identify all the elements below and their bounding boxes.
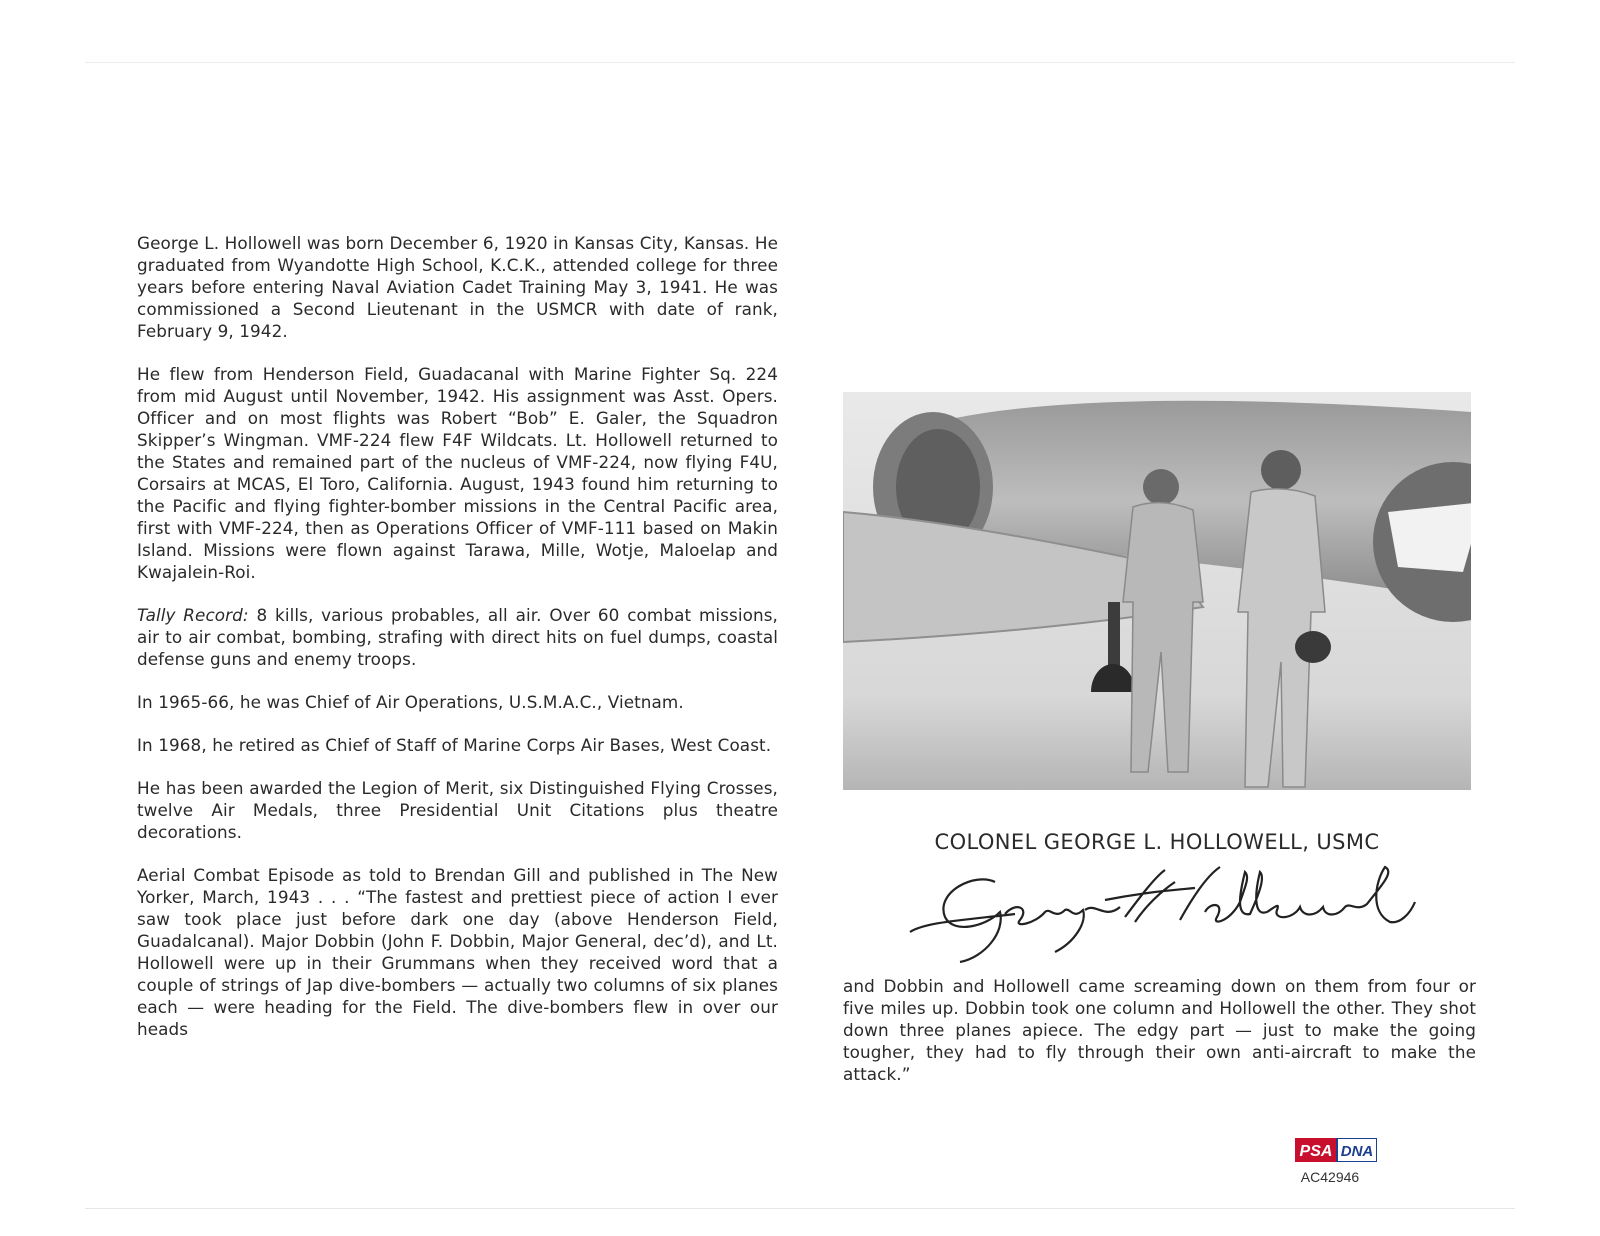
top-rule [85,62,1515,63]
tally-record-text: 8 kills, various probables, all air. Over 60 combat missions, air to air combat, bombing, strafing with direct hits on fuel dumps, coastal defense guns and enemy troops. [137,605,778,669]
bio-paragraph-combat-episode: Aerial Combat Episode as told to Brendan Gill and published in The New Yorker, March, 1943 . . . “The fastest and prettiest piece of action I ever saw took place just before dark one day (above Henderson Field, Guadalcanal). Major Dobbin (John F. Dobbin, Major General, dec’d), and Lt. Hollowell were up in their Grummans when they received word that a couple of strings of Jap dive-bombers — actually two columns of six planes each — were heading for the Field. The dive-bombers flew in over our heads [137,865,778,1039]
tally-record-label: Tally Record: [137,605,249,625]
continuation-paragraph: and Dobbin and Hollowell came screaming down on them from four or five miles up. Dobbin took one column and Hollowell the other. They shot down three planes apiece. The edgy part — just to make the going tougher, they had to fly through their own anti-aircraft to make the attack.” [843,976,1476,1084]
svg-text:PSA: PSA [1299,1143,1333,1160]
bottom-rule [85,1208,1515,1209]
bio-paragraph-tally [137,604,778,670]
bio-paragraph-service: He flew from Henderson Field, Guadacanal with Marine Fighter Sq. 224 from mid August until November, 1942. His assignment was Asst. Opers. Officer and on most flights was Robert “Bob” E. Galer, the Squadron Skipper’s Wingman. VMF-224 flew F4F Wildcats. Lt. Hollowell returned to the States and remained part of the nucleus of VMF-224, now flying F4U, Corsairs at MCAS, El Toro, California. August, 1943 found him returning to the Pacific and flying fighter-bomber missions in the Central Pacific area, first with VMF-224, then as Operations Officer of VMF-111 based on Makin Island. Missions were flown against Tarawa, Mille, Wotje, Maloelap and Kwajalein-Roi. [137,364,778,582]
svg-text:DNA: DNA [1340,1143,1374,1160]
bio-paragraph-vietnam: In 1965-66, he was Chief of Air Operations, U.S.M.A.C., Vietnam. [137,692,684,712]
combat-episode-continuation [843,975,1476,1085]
biography-column [137,232,778,1040]
aircraft-pilots-photo [843,392,1471,790]
authentication-code: AC42946 [1300,1169,1360,1185]
bio-paragraph-retirement: In 1968, he retired as Chief of Staff of Marine Corps Air Bases, West Coast. [137,735,772,755]
psa-dna-logo [1295,1138,1377,1162]
autograph-signature [905,862,1425,972]
bio-paragraph-birth: George L. Hollowell was born December 6, 1920 in Kansas City, Kansas. He graduated from Wyandotte High School, K.C.K., attended college for three years before entering Naval Aviation Cadet Training May 3, 1941. He was commissioned a Second Lieutenant in the USMCR with date of rank, February 9, 1942. [137,233,778,341]
photo-caption: COLONEL GEORGE L. HOLLOWELL, USMC [934,830,1380,854]
bio-paragraph-awards: He has been awarded the Legion of Merit, six Distinguished Flying Crosses, twelve Air Medals, three Presidential Unit Citations plus theatre decorations. [137,778,778,842]
